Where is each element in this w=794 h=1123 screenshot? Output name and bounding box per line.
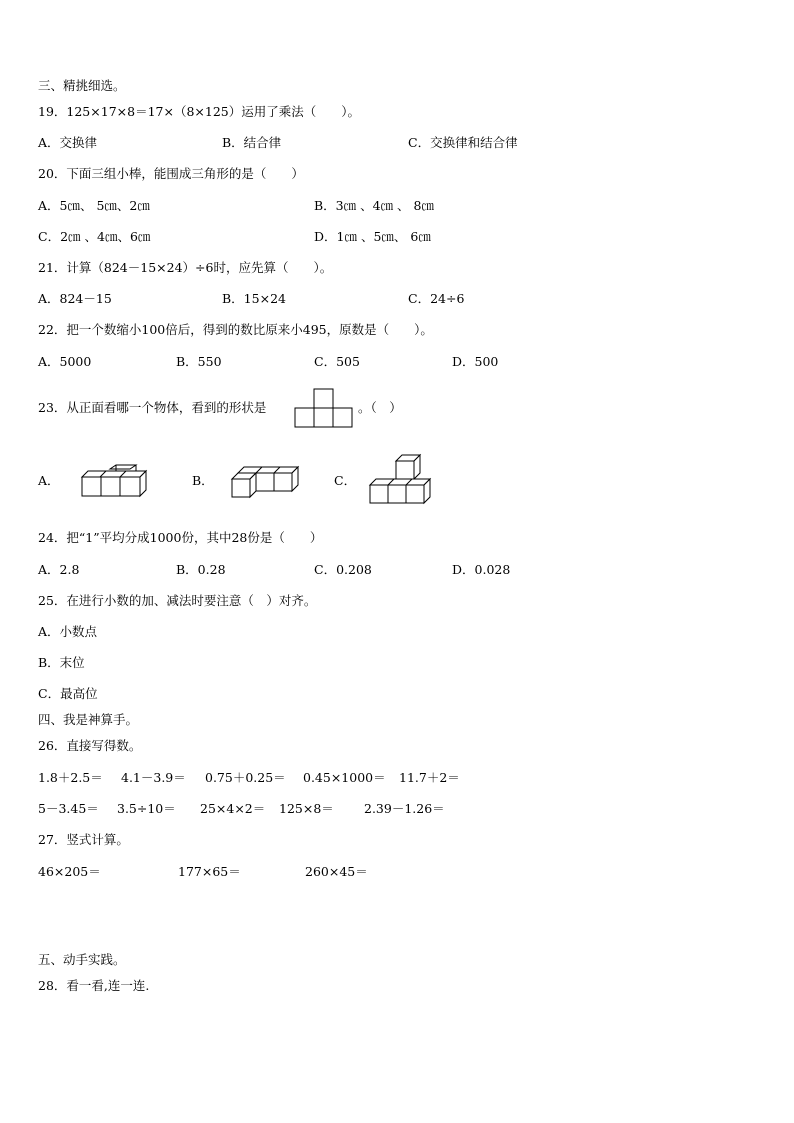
section-4-title: 四、我是神算手。	[38, 712, 139, 727]
q25-option-c[interactable]: C．最高位	[38, 686, 98, 701]
q24-option-d[interactable]: D．0.028	[452, 562, 511, 577]
q26-stem: 26．直接写得数。	[38, 738, 142, 753]
q25-stem: 25．在进行小数的加、减法时要注意（ ）对齐。	[38, 593, 317, 608]
q26-item: 3.5÷10＝	[117, 801, 176, 816]
q26-item: 25×4×2＝	[200, 801, 266, 816]
q26-item: 125×8＝	[279, 801, 334, 816]
q27-stem: 27．竖式计算。	[38, 832, 129, 847]
q23-option-c-label[interactable]: C．	[334, 473, 357, 488]
q28-stem: 28．看一看,连一连.	[38, 978, 150, 993]
q26-item: 0.45×1000＝	[303, 770, 386, 785]
q24-stem: 24．把“1”平均分成1000份，其中28份是（ ）	[38, 530, 323, 545]
q26-item: 1.8＋2.5＝	[38, 770, 103, 785]
q22-option-b[interactable]: B．550	[176, 354, 222, 369]
front-view-shape-icon	[295, 388, 355, 428]
q27-item: 260×45＝	[305, 864, 368, 879]
q20-option-a[interactable]: A．5㎝、 5㎝、2㎝	[38, 198, 150, 213]
q25-option-a[interactable]: A．小数点	[38, 624, 98, 639]
q20-option-c[interactable]: C．2㎝ 、4㎝、6㎝	[38, 229, 151, 244]
q20-option-b[interactable]: B．3㎝ 、4㎝ 、 8㎝	[314, 198, 434, 213]
q23-stem-before: 23．从正面看哪一个物体，看到的形状是	[38, 400, 267, 415]
q22-option-c[interactable]: C．505	[314, 354, 360, 369]
section-3-title: 三、精挑细选。	[38, 78, 126, 93]
q22-stem: 22．把一个数缩小100倍后，得到的数比原来小495，原数是（ ）。	[38, 322, 433, 337]
option-a-cubes-icon[interactable]	[80, 463, 150, 499]
q26-item: 4.1－3.9＝	[121, 770, 186, 785]
q24-option-b[interactable]: B．0.28	[176, 562, 226, 577]
q22-option-a[interactable]: A．5000	[38, 354, 92, 369]
q27-item: 177×65＝	[178, 864, 241, 879]
q24-option-c[interactable]: C．0.208	[314, 562, 372, 577]
q21-stem: 21．计算（824－15×24）÷6时，应先算（ ）。	[38, 260, 333, 275]
section-5-title: 五、动手实践。	[38, 952, 126, 967]
q19-option-c[interactable]: C．交换律和结合律	[408, 135, 518, 150]
q26-item: 2.39－1.26＝	[364, 801, 445, 816]
q27-item: 46×205＝	[38, 864, 101, 879]
q21-option-b[interactable]: B．15×24	[222, 291, 286, 306]
q26-item: 11.7＋2＝	[399, 770, 460, 785]
q19-option-a[interactable]: A．交换律	[38, 135, 98, 150]
q24-option-a[interactable]: A．2.8	[38, 562, 80, 577]
q22-option-d[interactable]: D．500	[452, 354, 499, 369]
q23-stem-after: 。（ ）	[358, 400, 402, 415]
q26-item: 0.75＋0.25＝	[205, 770, 286, 785]
q26-item: 5－3.45＝	[38, 801, 99, 816]
q20-stem: 20．下面三组小棒，能围成三角形的是（ ）	[38, 166, 304, 181]
q19-stem: 19．125×17×8＝17×（8×125）运用了乘法（ ）。	[38, 104, 360, 119]
q23-option-a-label[interactable]: A．	[38, 473, 60, 488]
q21-option-c[interactable]: C．24÷6	[408, 291, 465, 306]
q19-option-b[interactable]: B．结合律	[222, 135, 282, 150]
q20-option-d[interactable]: D．1㎝ 、5㎝、 6㎝	[314, 229, 431, 244]
option-b-cubes-icon[interactable]	[230, 463, 300, 499]
option-c-cubes-icon[interactable]	[368, 453, 438, 505]
q21-option-a[interactable]: A．824－15	[38, 291, 112, 306]
q23-option-b-label[interactable]: B．	[192, 473, 214, 488]
q25-option-b[interactable]: B．末位	[38, 655, 85, 670]
